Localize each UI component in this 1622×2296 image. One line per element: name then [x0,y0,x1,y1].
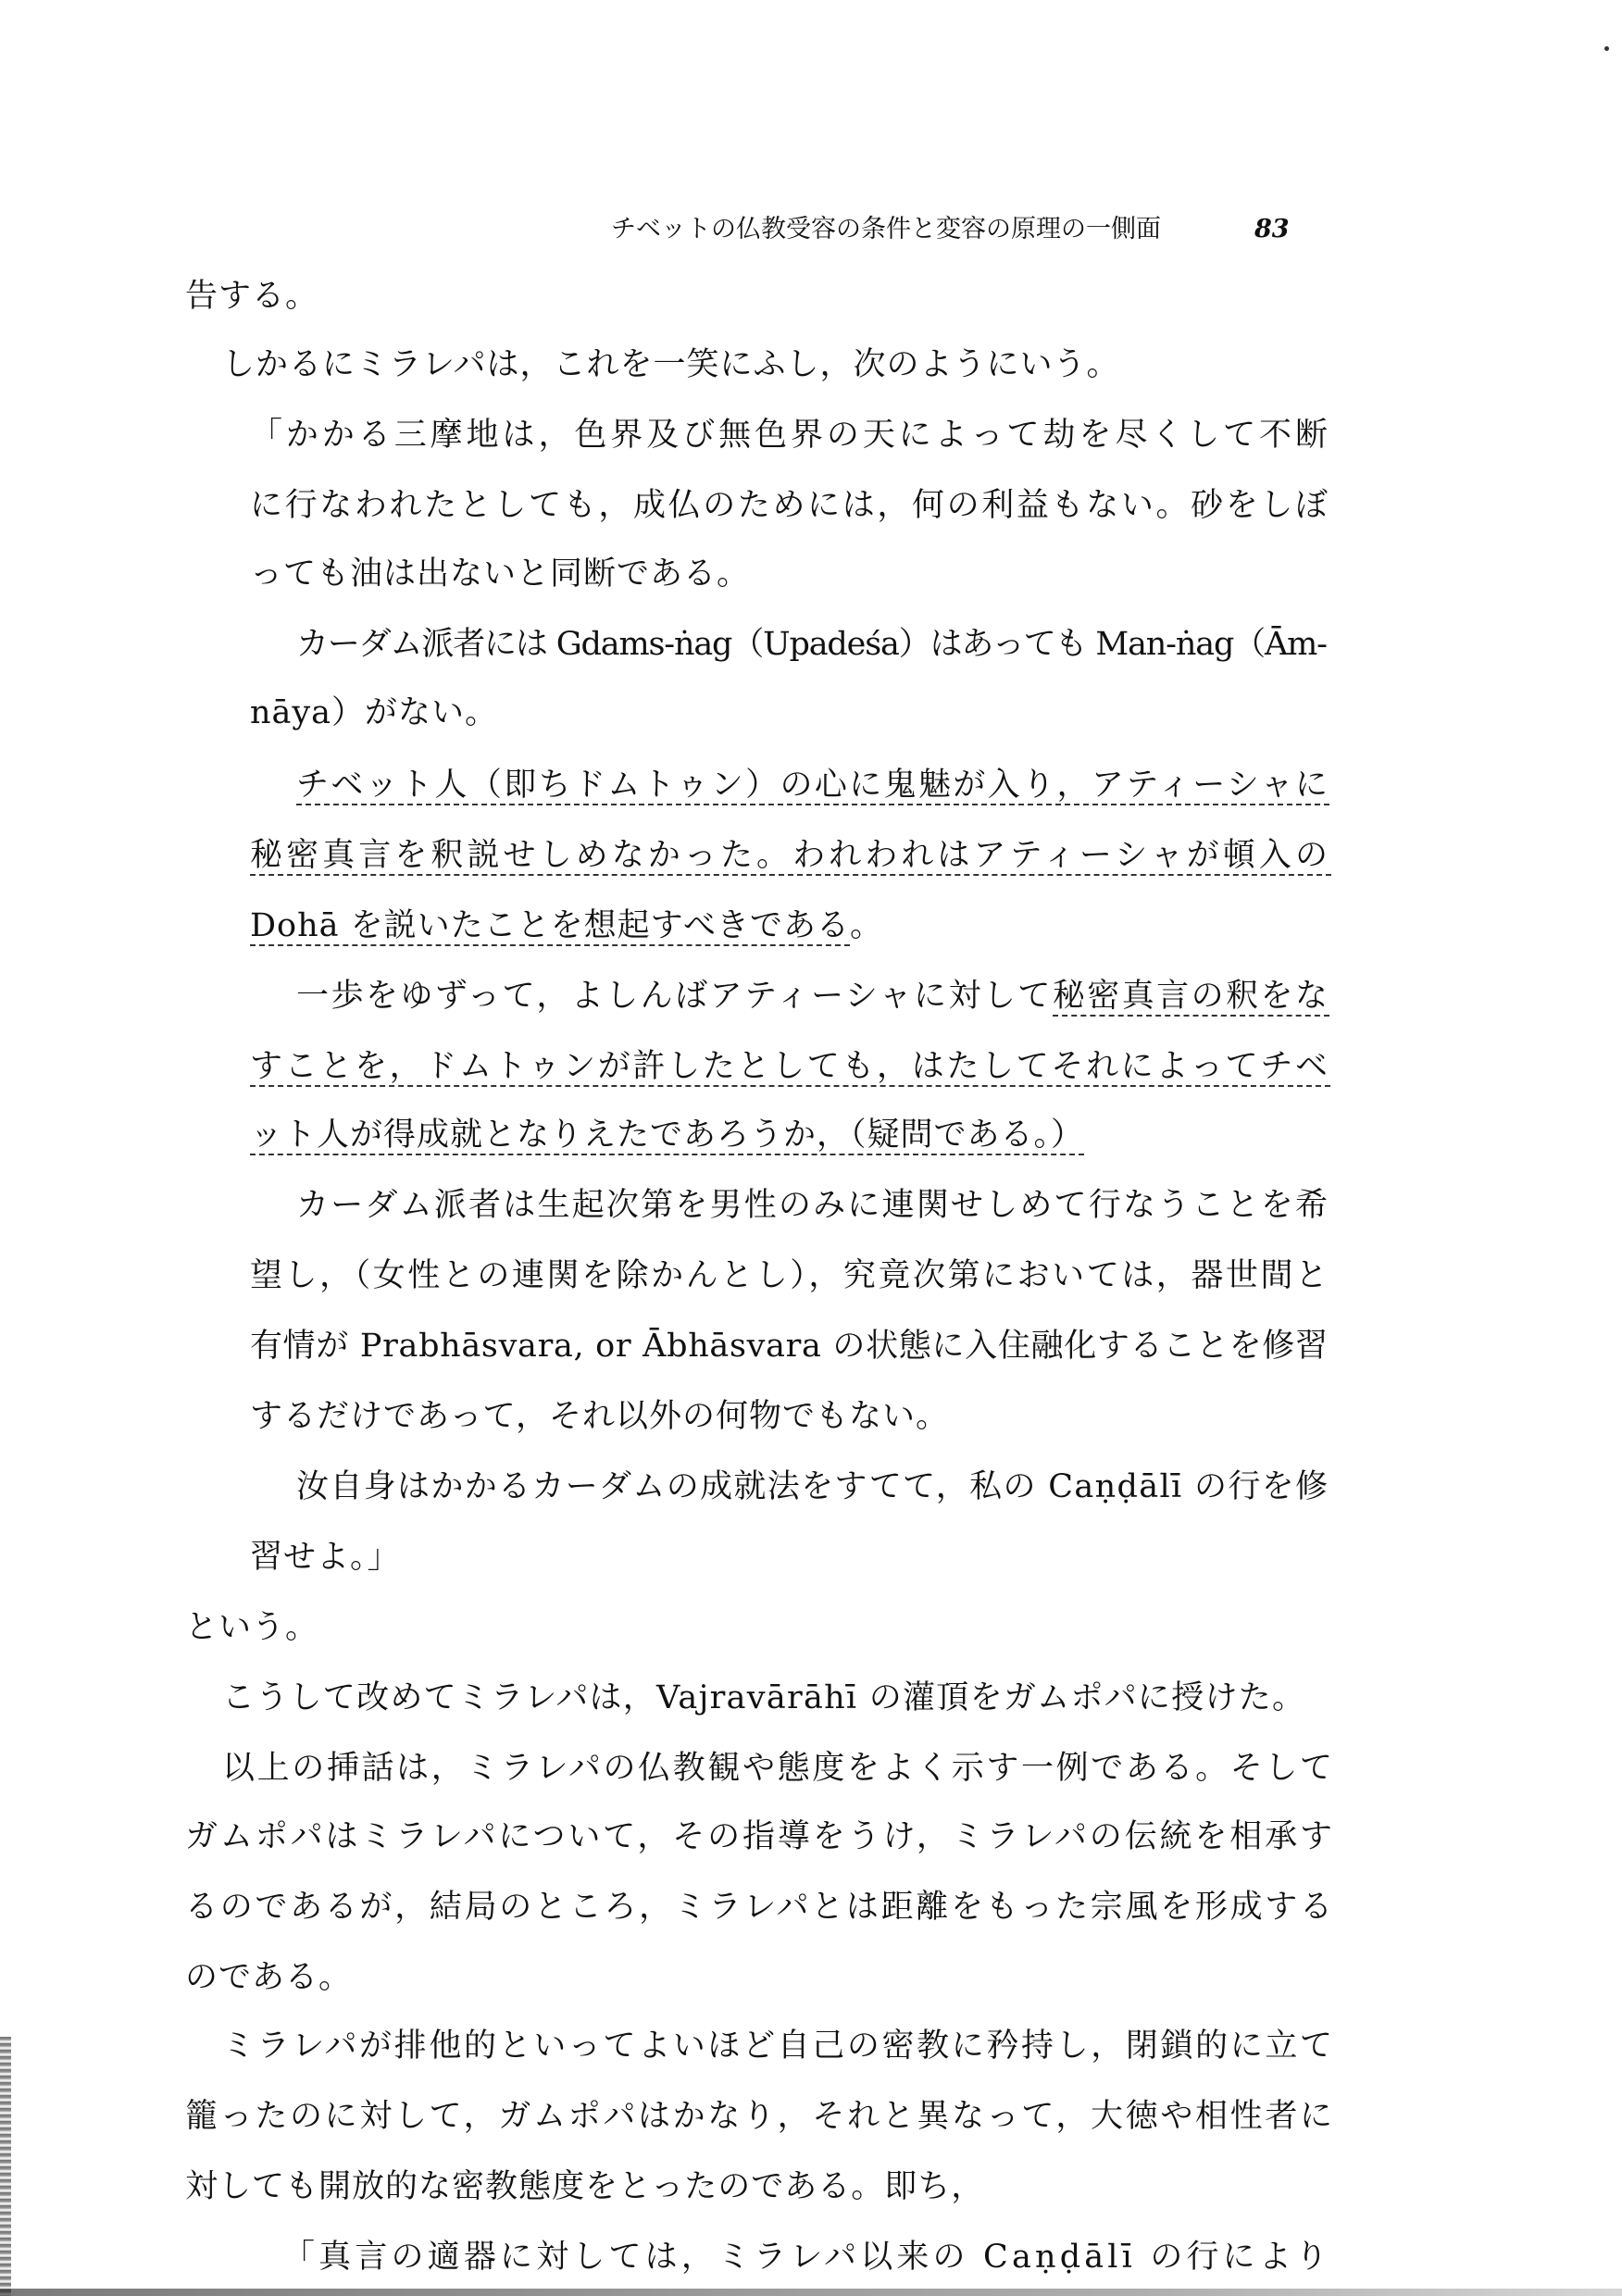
text-line [222,1675,1305,1721]
text-segment: ガムポパはミラレパについて，その指導をうけ，ミラレパの伝統を相承す [185,1818,1335,1855]
text-line [250,412,1331,458]
text-line [296,1464,1329,1510]
text-line [250,1534,401,1580]
text-segment: に行なわれたとしても，成仏のためには，何の利益もない。砂をしぼ [250,486,1330,524]
text-line [296,762,1329,808]
text-line [222,1745,1335,1791]
text-segment: ミラレパが排他的といってよいほど自己の密教に矜持し，閉鎖的に立て [222,2028,1335,2065]
text-line [250,1323,1329,1369]
text-line [185,1954,352,2001]
text-segment: 「真言の適器に対しては，ミラレパ以来の Caṇḍālī の行により [282,2238,1332,2276]
text-line [296,1182,1329,1229]
text-line [282,2234,1331,2280]
text-line [250,482,1330,529]
text-segment: 籠ったのに対して，ガムポパはかなり，それと異なって，大徳や相性者に [185,2098,1335,2136]
text-segment: こうして改めてミラレパは，Vajravārāhī の灌頂をガムポパに授けた。 [222,1678,1306,1716]
running-header [611,211,1296,248]
text-segment: 有情が Prabhāsvara, or Ābhāsvara の状態に入住融化することを修習 [250,1327,1329,1365]
text-line [250,1043,1330,1090]
text-line [296,621,1327,668]
text-line [250,903,883,949]
text-line [250,1393,949,1440]
page-number: 83 [1254,215,1290,243]
text-line [250,551,750,597]
text-line [222,342,1120,388]
underlined-text: 秘密真言を釈説せしめなかった。われわれはアティーシャが頓入の [250,837,1332,874]
text-segment: nāya）がない。 [250,694,499,732]
underlined-text: Dohā を説いたことを想起すべきである [250,907,850,944]
scan-artifact-left [0,2037,11,2296]
text-segment: するだけであって，それ以外の何物でもない。 [250,1397,949,1435]
text-segment: 対しても開放的な密教態度をとったのである。即ち， [185,2167,985,2205]
text-segment: カーダム派者は生起次第を男性のみに連関せしめて行なうことを希 [296,1186,1330,1224]
text-segment: 習せよ。」 [250,1538,401,1576]
text-segment: 望し，（女性との連関を除かんとし），究竟次第においては，器世間と [250,1256,1330,1294]
text-segment: しかるにミラレパは，これを一笑にふし，次のようにいう。 [222,346,1120,384]
text-segment: 告する。 [185,278,319,315]
text-segment: っても油は出ないと同断である。 [250,555,751,593]
text-segment: 。 [849,907,883,944]
text-line [222,2023,1335,2069]
text-segment: るのであるが，結局のところ，ミラレパとは距離をもった宗風を形成する [185,1889,1335,1926]
text-line [250,832,1331,879]
text-segment: 一歩をゆずって，よしんばアティーシャに対して [296,978,1053,1015]
scan-artifact-dot [1604,46,1609,51]
underlined-text: ット人が得成就となりえたであろうか，（疑問である。） [250,1117,1085,1154]
text-line [185,1604,318,1651]
text-segment: という。 [185,1608,319,1646]
text-line [250,1112,1084,1158]
running-title: チベットの仏教受容の条件と変容の原理の一側面 [611,215,1161,243]
text-line [185,1814,1335,1860]
text-segment: カーダム派者には Gdams-ṅag（Upadeśa）はあっても Man-ṅag（Ām- [296,626,1327,663]
text-line [250,1253,1330,1299]
text-segment: 以上の挿話は，ミラレパの仏教観や態度をよく示す一例である。そして [222,1749,1335,1787]
underlined-text: チベット人（即ちドムトゥン）の心に鬼魅が入り，アティーシャに [296,767,1330,804]
scan-artifact-bottom [0,2289,1622,2296]
text-segment: 汝自身はかかるカーダムの成就法をすてて，私の Caṇḍālī の行を修 [296,1467,1329,1505]
text-line [296,973,1329,1019]
text-line [185,2093,1335,2140]
text-segment: のである。 [185,1959,353,1996]
text-line [185,273,318,319]
text-line [185,1884,1335,1930]
underlined-text: すことを，ドムトゥンが許したとしても，はたしてそれによってチベ [250,1048,1330,1085]
underlined-text: 秘密真言の釈をな [1052,978,1330,1015]
text-line [185,2164,984,2210]
text-segment: 「かかる三摩地は，色界及び無色界の天によって劫を尽くして不断 [250,416,1331,454]
text-line [250,690,498,736]
